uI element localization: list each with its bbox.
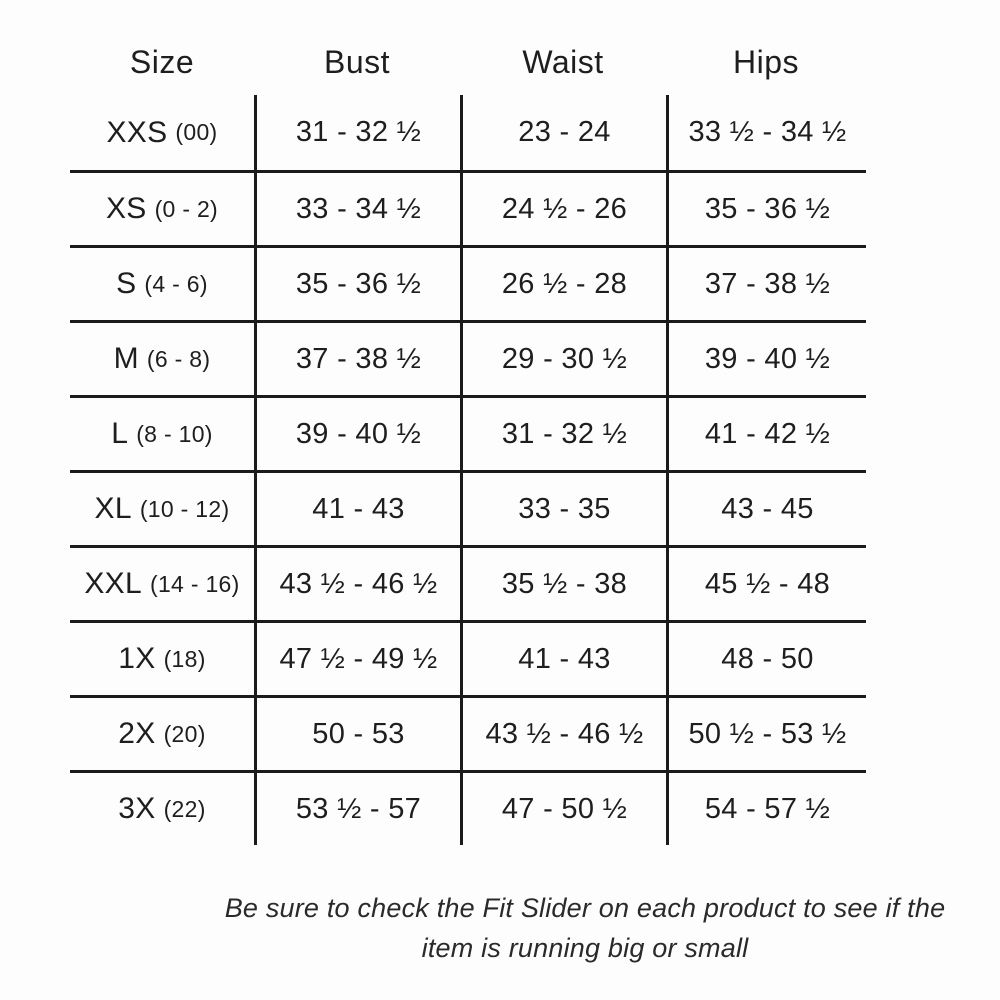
table-row — [70, 545, 866, 620]
size-number-range: (18) — [163, 645, 206, 672]
size-number-range: (14 - 16) — [149, 570, 240, 597]
table-row — [70, 620, 866, 695]
table-row — [70, 395, 866, 470]
bust-value: 41 - 43 — [254, 473, 460, 545]
size-number-range: (8 - 10) — [136, 420, 213, 447]
size-number-range: (6 - 8) — [146, 345, 211, 372]
hips-value: 37 - 38 ½ — [666, 248, 866, 320]
size-label: XXL — [84, 567, 142, 600]
bust-value: 33 - 34 ½ — [254, 173, 460, 245]
waist-value: 26 ½ - 28 — [460, 248, 666, 320]
size-number-range: (20) — [163, 720, 206, 747]
fit-slider-note-line1: Be sure to check the Fit Slider on each product to see if the — [224, 893, 946, 923]
table-row — [70, 170, 866, 245]
size-cell — [70, 248, 254, 320]
waist-value: 29 - 30 ½ — [460, 323, 666, 395]
size-cell — [70, 95, 254, 170]
size-number-range: (22) — [163, 795, 206, 822]
hips-value: 48 - 50 — [666, 623, 866, 695]
hips-value: 50 ½ - 53 ½ — [666, 698, 866, 770]
hips-value: 41 - 42 ½ — [666, 398, 866, 470]
hips-value: 33 ½ - 34 ½ — [666, 95, 866, 170]
table-header-row — [70, 30, 866, 95]
waist-value: 35 ½ - 38 — [460, 548, 666, 620]
size-label: 1X — [118, 642, 156, 675]
hips-value: 43 - 45 — [666, 473, 866, 545]
bust-value: 53 ½ - 57 — [254, 773, 460, 845]
size-chart-table — [70, 30, 866, 845]
size-label: 3X — [118, 792, 156, 825]
table-row — [70, 695, 866, 770]
waist-value: 31 - 32 ½ — [460, 398, 666, 470]
hips-value: 45 ½ - 48 — [666, 548, 866, 620]
hips-value: 35 - 36 ½ — [666, 173, 866, 245]
size-cell — [70, 323, 254, 395]
hips-value: 54 - 57 ½ — [666, 773, 866, 845]
size-label: L — [111, 417, 129, 450]
size-cell — [70, 623, 254, 695]
table-row — [70, 245, 866, 320]
bust-value: 50 - 53 — [254, 698, 460, 770]
waist-value: 47 - 50 ½ — [460, 773, 666, 845]
waist-value: 23 - 24 — [460, 95, 666, 170]
size-cell — [70, 398, 254, 470]
waist-value: 43 ½ - 46 ½ — [460, 698, 666, 770]
bust-value: 43 ½ - 46 ½ — [254, 548, 460, 620]
size-cell — [70, 698, 254, 770]
size-cell — [70, 473, 254, 545]
hips-value: 39 - 40 ½ — [666, 323, 866, 395]
table-row — [70, 320, 866, 395]
size-label: XL — [94, 492, 132, 525]
column-header-hips: Hips — [732, 44, 799, 80]
bust-value: 37 - 38 ½ — [254, 323, 460, 395]
bust-value: 35 - 36 ½ — [254, 248, 460, 320]
size-label: 2X — [118, 717, 156, 750]
table-row — [70, 770, 866, 845]
table-body — [70, 95, 866, 845]
size-number-range: (10 - 12) — [139, 495, 230, 522]
column-header-size: Size — [129, 44, 195, 80]
fit-slider-note-line2: item is running big or small — [421, 933, 749, 963]
bust-value: 31 - 32 ½ — [254, 95, 460, 170]
column-header-bust: Bust — [323, 44, 391, 80]
size-label: XS — [105, 192, 147, 225]
size-number-range: (4 - 6) — [144, 270, 208, 297]
column-header-waist: Waist — [522, 44, 604, 80]
bust-value: 39 - 40 ½ — [254, 398, 460, 470]
waist-value: 24 ½ - 26 — [460, 173, 666, 245]
bust-value: 47 ½ - 49 ½ — [254, 623, 460, 695]
size-label: M — [113, 342, 139, 375]
size-label: XXS — [106, 115, 168, 149]
size-label: S — [116, 267, 137, 300]
size-number-range: (00) — [175, 119, 218, 145]
fit-slider-note — [170, 888, 1000, 968]
waist-value: 33 - 35 — [460, 473, 666, 545]
size-cell — [70, 173, 254, 245]
size-cell — [70, 773, 254, 845]
size-cell — [70, 548, 254, 620]
waist-value: 41 - 43 — [460, 623, 666, 695]
size-number-range: (0 - 2) — [154, 195, 219, 222]
table-row — [70, 95, 866, 170]
table-row — [70, 470, 866, 545]
